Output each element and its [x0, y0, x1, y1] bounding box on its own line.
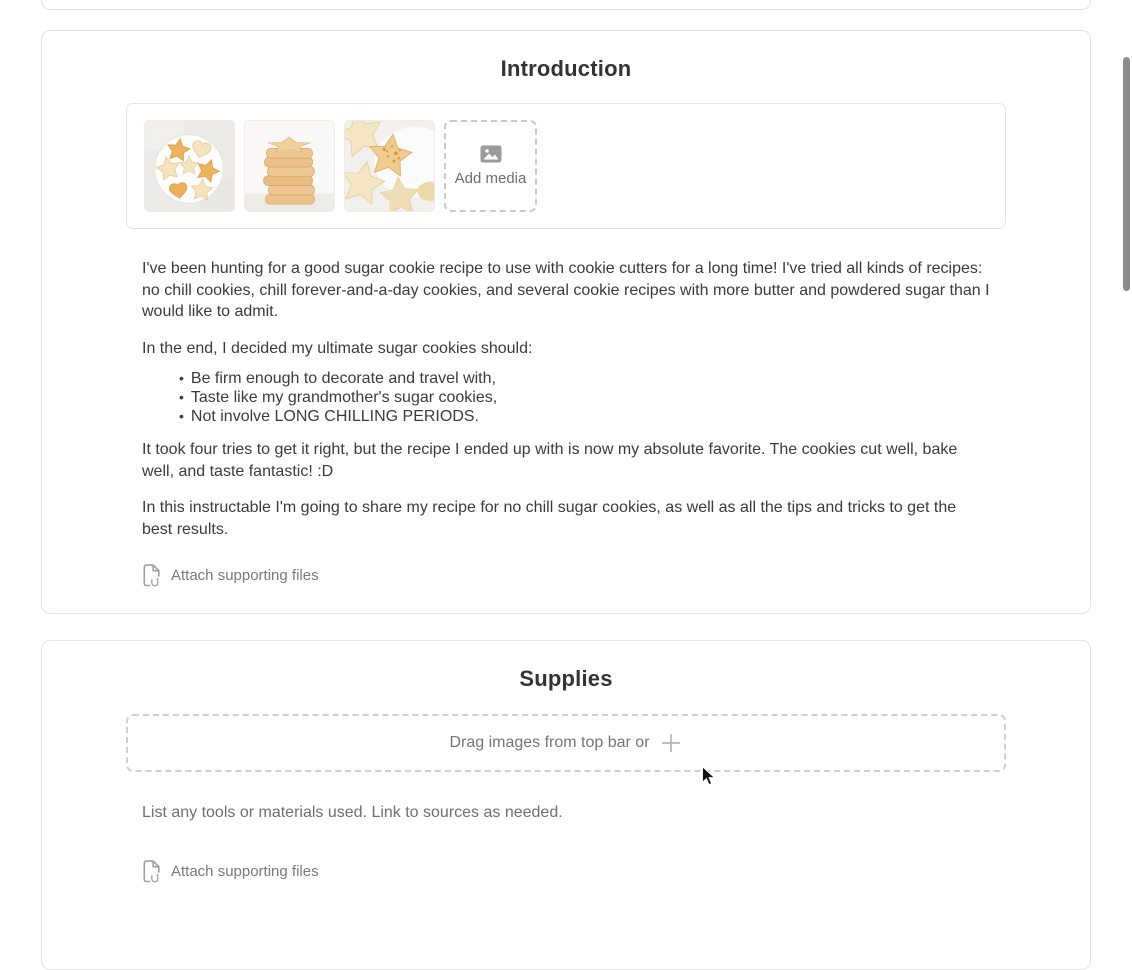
- media-thumbnail-cookies-plate[interactable]: [144, 120, 235, 212]
- add-media-button[interactable]: [444, 120, 537, 212]
- bullet-item: • Be firm enough to decorate and travel with,: [179, 370, 990, 389]
- bullet-item: • Taste like my grandmother's sugar cookies,: [179, 389, 990, 408]
- supplies-text-editor[interactable]: [142, 802, 990, 824]
- previous-section-card-edge: [41, 0, 1091, 10]
- intro-paragraph-3: It took four tries to get it right, but the recipe I ended up with is now my absolute favorite. The cookies cut well, bake well, and taste fantastic! :D: [142, 441, 958, 480]
- media-thumbnail-cookies-closeup[interactable]: [344, 120, 435, 212]
- image-dropzone[interactable]: [126, 714, 1006, 772]
- scrollbar-thumb[interactable]: [1123, 57, 1130, 291]
- intro-paragraph-1: I've been hunting for a good sugar cookie recipe to use with cookie cutters for a long time! I've tried all kinds of recipes: no chill cookies, chill forever-and-a-day cookies, and several cookie recipes with more butter and powdered sugar than I would like to admit.: [142, 260, 990, 321]
- image-icon: [480, 145, 502, 163]
- supplies-placeholder: List any tools or materials used. Link to sources as needed.: [142, 804, 563, 821]
- intro-paragraph-4: In this instructable I'm going to share my recipe for no chill sugar cookies, as well as all the tips and tricks to get the best results.: [142, 499, 957, 538]
- cookies-plate-image: [145, 121, 234, 211]
- section-title-introduction: Introduction: [500, 56, 632, 81]
- media-bar: [126, 103, 1006, 229]
- plus-icon: [659, 731, 683, 755]
- add-media-label: Add media: [454, 170, 527, 187]
- section-title-supplies: Supplies: [519, 666, 613, 691]
- supplies-section-card: [41, 640, 1091, 970]
- intro-bullet-list: [142, 370, 990, 427]
- bullet-item: • Not involve LONG CHILLING PERIODS.: [179, 408, 990, 427]
- media-thumbnail-cookies-stack[interactable]: [244, 120, 335, 212]
- attach-file-icon: [142, 860, 162, 883]
- introduction-text-editor[interactable]: [142, 258, 990, 540]
- attach-files-button-introduction[interactable]: [142, 564, 319, 587]
- attach-files-button-supplies[interactable]: [142, 860, 319, 883]
- dropzone-label: Drag images from top bar or: [449, 734, 650, 751]
- attach-file-icon: [142, 564, 162, 587]
- introduction-section-card: [41, 30, 1091, 614]
- cookies-closeup-image: [345, 121, 434, 211]
- intro-paragraph-2: In the end, I decided my ultimate sugar cookies should:: [142, 339, 533, 357]
- attach-files-label: Attach supporting files: [171, 862, 319, 880]
- attach-files-label: Attach supporting files: [171, 567, 319, 585]
- cookies-stack-image: [245, 121, 334, 211]
